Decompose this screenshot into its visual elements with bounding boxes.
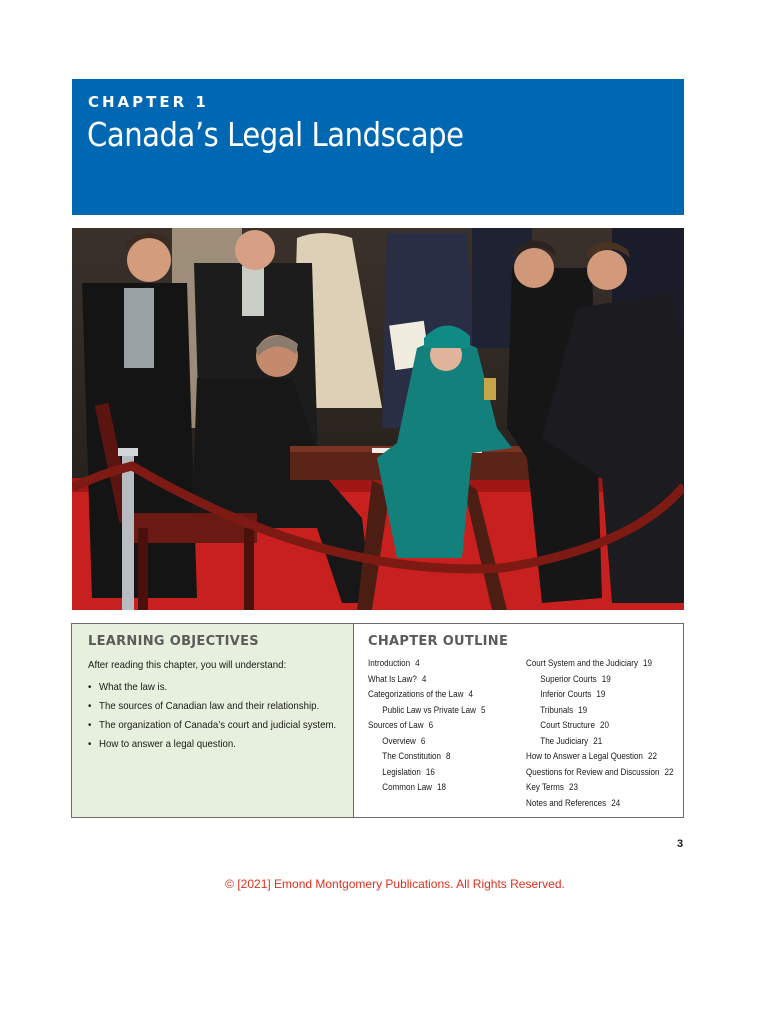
outline-item-page: 23: [568, 782, 578, 793]
outline-item-label: Court Structure: [540, 720, 595, 731]
outline-item-label: The Judiciary: [540, 735, 589, 747]
learning-objectives-panel: [72, 624, 354, 817]
outline-item-page: 4: [415, 658, 420, 669]
page-number: 3: [677, 838, 684, 850]
outline-item-page: 8: [446, 751, 451, 762]
chapter-number: CHAPTER 1: [88, 93, 209, 111]
outline-item-label: Public Law vs Private Law: [382, 704, 476, 716]
outline-item-label: Tribunals: [540, 704, 574, 716]
learning-objectives-heading: LEARNING OBJECTIVES: [88, 634, 259, 649]
outline-item-page: 6: [420, 735, 426, 747]
copyright-notice: [0, 877, 720, 891]
outline-item-page: 19: [578, 704, 588, 716]
outline-item-page: 22: [664, 766, 674, 778]
outline-item-page: 20: [599, 720, 609, 731]
outline-item[interactable]: [526, 765, 673, 781]
outline-item-page: 18: [437, 782, 447, 793]
outline-item-label: Common Law: [382, 782, 432, 793]
outline-item[interactable]: [368, 656, 485, 672]
chapter-banner: [72, 79, 684, 215]
outline-subitem[interactable]: [526, 672, 673, 688]
objective-item: • The organization of Canada’s court and judicial system.: [88, 716, 336, 735]
outline-subitem[interactable]: [526, 703, 673, 719]
learning-objectives-list: [88, 678, 358, 754]
outline-item[interactable]: [368, 687, 485, 703]
outline-item-label: Inferior Courts: [540, 689, 592, 700]
outline-item-page: 21: [593, 735, 603, 747]
outline-column-right: [526, 656, 702, 811]
outline-item-page: 5: [480, 704, 486, 716]
outline-column-left: [368, 656, 508, 796]
outline-item-label: Legislation: [382, 766, 421, 778]
outline-item-page: 4: [421, 673, 427, 685]
outline-item-page: 4: [468, 689, 473, 700]
outline-subitem[interactable]: [368, 734, 485, 750]
outline-item[interactable]: [526, 780, 673, 796]
outline-item-label: Categorizations of the Law: [368, 689, 464, 700]
outline-item-page: 19: [596, 689, 606, 700]
outline-subitem[interactable]: [368, 703, 485, 719]
outline-item-page: 16: [425, 766, 435, 778]
chapter-title: Canada’s Legal Landscape: [87, 115, 464, 154]
outline-item[interactable]: [368, 672, 485, 688]
outline-item-page: 6: [428, 720, 434, 731]
outline-subitem[interactable]: [368, 749, 485, 765]
outline-item-label: Notes and References: [526, 797, 607, 809]
outline-item-label: Court System and the Judiciary: [526, 658, 638, 669]
outline-item-label: Superior Courts: [540, 673, 597, 685]
outline-item-page: 22: [647, 751, 657, 762]
outline-item[interactable]: [368, 718, 485, 734]
chapter-outline-heading: CHAPTER OUTLINE: [368, 634, 509, 649]
outline-item-label: Key Terms: [526, 782, 564, 793]
outline-item-label: The Constitution: [382, 751, 441, 762]
outline-item[interactable]: [526, 656, 673, 672]
outline-item-page: 19: [643, 658, 652, 669]
outline-subitem[interactable]: [526, 734, 673, 750]
outline-subitem[interactable]: [368, 765, 485, 781]
objective-item: • What the law is.: [88, 678, 336, 697]
chapter-photo: [72, 228, 684, 610]
outline-subitem[interactable]: [368, 780, 485, 796]
objective-item: • The sources of Canadian law and their relationship.: [88, 697, 336, 716]
outline-item[interactable]: [526, 749, 673, 765]
outline-item-label: How to Answer a Legal Question: [526, 751, 643, 762]
outline-item-label: What Is Law?: [368, 673, 417, 685]
learning-objectives-intro: After reading this chapter, you will understand:: [88, 659, 287, 671]
outline-item-label: Introduction: [368, 658, 411, 669]
copyright-text: © [2021] Emond Montgomery Publications. All Rights Reserved.: [225, 877, 565, 891]
outline-subitem[interactable]: [526, 718, 673, 734]
outline-item[interactable]: [526, 796, 673, 812]
chapter-outline-panel: [354, 624, 683, 817]
chapter-intro-box: [71, 623, 684, 818]
outline-item-page: 24: [611, 797, 621, 809]
outline-item-label: Questions for Review and Discussion: [526, 766, 660, 778]
outline-item-label: Sources of Law: [368, 720, 424, 731]
outline-item-label: Overview: [382, 735, 416, 747]
outline-subitem[interactable]: [526, 687, 673, 703]
constitution-signing-photo: [72, 228, 684, 610]
objective-item: • How to answer a legal question.: [88, 735, 336, 754]
outline-item-page: 19: [601, 673, 611, 685]
